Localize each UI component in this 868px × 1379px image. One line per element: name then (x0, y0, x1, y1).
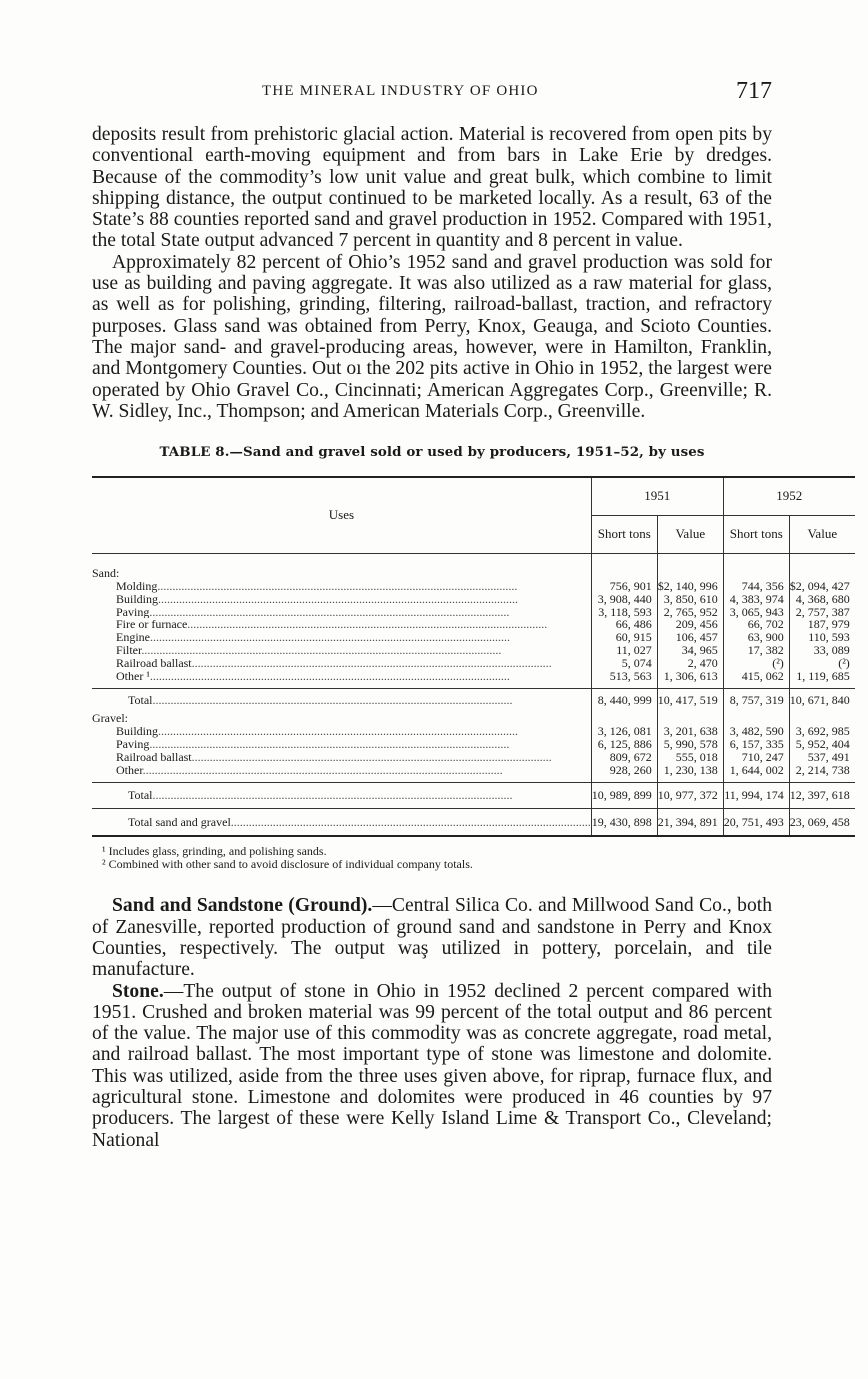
header-uses: Uses (92, 477, 591, 553)
row-label-cell (92, 764, 591, 777)
cell-t51: 6, 125, 886 (591, 738, 657, 751)
cell-v52: (²) (789, 657, 855, 670)
cell-t52: 66, 702 (723, 618, 789, 631)
cell-v52: 5, 952, 404 (789, 738, 855, 751)
table-row (92, 644, 855, 657)
row-label-cell (92, 751, 591, 764)
table-row (92, 738, 855, 751)
leader-dots: ........................................................................................................................ (158, 725, 519, 738)
cell-v51: 2, 765, 952 (657, 606, 723, 619)
footnotes (92, 845, 772, 871)
sand-gravel-table (92, 476, 855, 837)
cell-t51: 3, 908, 440 (591, 593, 657, 606)
cell-t52: 17, 382 (723, 644, 789, 657)
header-short-tons-1951: Short tons (591, 515, 657, 553)
leader-dots: ........................................................................................................................ (191, 656, 552, 670)
cell-t52: 415, 062 (723, 670, 789, 683)
row-label-cell (92, 782, 591, 808)
document-page (92, 78, 850, 1151)
row-label: Building (116, 592, 159, 606)
cell-v51: $2, 140, 996 (657, 580, 723, 593)
leader-dots: ........................................................................................................................ (150, 631, 510, 644)
heading-sand-sandstone: Sand and Sandstone (Ground). (112, 895, 373, 917)
row-label: Paving (116, 737, 150, 751)
row-label: Fire or furnace (116, 618, 188, 632)
cell-t51: 19, 430, 898 (591, 808, 657, 836)
cell-t51: 3, 118, 593 (591, 606, 657, 619)
row-label: Railroad ballast (116, 656, 192, 670)
row-label: Total (128, 693, 153, 708)
table-row (92, 618, 855, 631)
table-row (92, 606, 855, 619)
running-title: THE MINERAL INDUSTRY OF OHIO (262, 83, 539, 99)
page-header (92, 78, 772, 108)
spacer-cell (591, 553, 657, 567)
cell-v51: 209, 456 (657, 618, 723, 631)
cell-t52: 6, 157, 335 (723, 738, 789, 751)
text-sand-sandstone: —Central Silica Co. and Millwood Sand Co., both of Zanesville, reported production of ground sand and sandstone in Perry and Knox Counties, respectively. The output waş utilized in pottery, porcelain, and tile manufacture. (92, 895, 772, 981)
row-label-cell (92, 593, 591, 606)
cell-v51: 10, 417, 519 (657, 688, 723, 712)
row-label-cell (92, 738, 591, 751)
cell-v51: 3, 850, 610 (657, 593, 723, 606)
sand-total-row (92, 688, 855, 712)
row-label: Total sand and gravel (128, 814, 231, 829)
spacer-cell (92, 553, 591, 567)
cell-v52: 4, 368, 680 (789, 593, 855, 606)
cell-v52: 3, 692, 985 (789, 725, 855, 738)
cell-v51: 10, 977, 372 (657, 782, 723, 808)
cell-t52: 1, 644, 002 (723, 764, 789, 777)
cell-v52: 33, 089 (789, 644, 855, 657)
cell-v52: 12, 397, 618 (789, 782, 855, 808)
row-label-cell (92, 670, 591, 683)
cell-v51: 3, 201, 638 (657, 725, 723, 738)
cell-t51: 8, 440, 999 (591, 688, 657, 712)
cell-t52: 744, 356 (723, 580, 789, 593)
cell-t52: 3, 065, 943 (723, 606, 789, 619)
cell-v52: $2, 094, 427 (789, 580, 855, 593)
header-value-1951: Value (657, 515, 723, 553)
leader-dots: ........................................................................................................................ (149, 737, 510, 751)
leader-dots: ........................................................................................................................ (149, 605, 510, 619)
spacer-cell (723, 553, 789, 567)
cell-t52: 11, 994, 174 (723, 782, 789, 808)
cell-v52: 110, 593 (789, 631, 855, 644)
row-label-cell (92, 688, 591, 712)
leader-dots: ........................................................................................................................ (152, 787, 513, 802)
row-label: Molding (116, 579, 158, 593)
cell-t51: 756, 901 (591, 580, 657, 593)
row-label-cell (92, 631, 591, 644)
paragraph-1: deposits result from prehistoric glacial action. Material is recovered from open pits by conventional earth-moving equipment and from bars in Lake Erie by dredges. Because of the commodity’s low unit value and great bulk, which combine to limit shipping distance, the output continued to be marketed locally. As a result, 63 of the State’s 88 counties reported sand and gravel production in 1952. Compared with 1951, the total State output advanced 7 percent in quantity and 8 percent in value. (92, 124, 772, 252)
cell-v52: 187, 979 (789, 618, 855, 631)
cell-v52: 2, 757, 387 (789, 606, 855, 619)
paragraph-stone (92, 981, 772, 1151)
cell-t51: 11, 027 (591, 644, 657, 657)
cell-v51: 5, 990, 578 (657, 738, 723, 751)
row-label: Building (116, 725, 159, 738)
cell-v51: 106, 457 (657, 631, 723, 644)
cell-v52: 1, 119, 685 (789, 670, 855, 683)
cell-t52: 710, 247 (723, 751, 789, 764)
row-label: Total (128, 787, 153, 802)
paragraph-2: Approximately 82 percent of Ohio’s 1952 sand and gravel production was sold for use as building and paving aggregate. It was also utilized as a raw material for glass, as well as for polishing, grinding, filtering, railroad-ballast, traction, and refractory purposes. Glass sand was obtained from Perry, Knox, Geauga, and Scioto Counties. The major sand- and gravel-producing areas, however, were in Hamilton, Franklin, and Montgomery Counties. Out oı the 202 pits active in Ohio in 1952, the largest were operated by Ohio Gravel Co., Cincinnati; American Aggregates Corp., Greenville; R. W. Sidley, Inc., Thompson; and American Materials Corp., Greenville. (92, 251, 772, 422)
leader-dots: ........................................................................................................................ (157, 579, 518, 593)
cell-v52: 2, 214, 738 (789, 764, 855, 777)
leader-dots: ........................................................................................................................ (158, 592, 519, 606)
gravel-total-row (92, 782, 855, 808)
heading-stone: Stone. (112, 980, 164, 1002)
table-row (92, 580, 855, 593)
row-label-cell (92, 725, 591, 738)
cell-t51: 513, 563 (591, 670, 657, 683)
table-row (92, 725, 855, 738)
table-row (92, 657, 855, 670)
paragraph-sand-sandstone (92, 895, 772, 980)
spacer-row (92, 553, 855, 567)
cell-t52: 63, 900 (723, 631, 789, 644)
cell-t51: 809, 672 (591, 751, 657, 764)
spacer-cell (657, 553, 723, 567)
row-label: Other ¹ (116, 669, 150, 683)
leader-dots: ........................................................................................................................ (141, 643, 502, 657)
header-value-1952: Value (789, 515, 855, 553)
header-year-1952: 1952 (723, 477, 855, 515)
cell-t52: 20, 751, 493 (723, 808, 789, 836)
table-row (92, 751, 855, 764)
row-label: Engine (116, 631, 150, 644)
grand-total-row (92, 808, 855, 836)
row-label-cell (92, 657, 591, 670)
row-label: Filter (116, 643, 142, 657)
leader-dots: ........................................................................................................................ (230, 814, 591, 829)
group-label: Sand: (92, 567, 120, 580)
cell-v51: 34, 965 (657, 644, 723, 657)
cell-t52: 4, 383, 974 (723, 593, 789, 606)
text-stone: —The output of stone in Ohio in 1952 declined 2 percent compared with 1951. Crushed and broken material was 99 percent of the total output and 86 percent of the value. The major use of this commodity was as concrete aggregate, road metal, and railroad ballast. The most important type of stone was limestone and dolomite. This was utilized, aside from the three uses given above, for riprap, furnace flux, and agricultural stone. Limestone and dolomites were produced in 46 counties by 97 producers. The largest of these were Kelly Island Lime & Transport Co., Cleveland; National (92, 980, 772, 1151)
leader-dots: ........................................................................................................................ (152, 693, 513, 708)
cell-t51: 3, 126, 081 (591, 725, 657, 738)
leader-dots: ........................................................................................................................ (187, 618, 548, 632)
cell-v52: 23, 069, 458 (789, 808, 855, 836)
table-row (92, 764, 855, 777)
header-short-tons-1952: Short tons (723, 515, 789, 553)
footnote-1: ¹ Includes glass, grinding, and polishing sands. (102, 844, 327, 859)
row-label-cell (92, 580, 591, 593)
cell-t51: 66, 486 (591, 618, 657, 631)
cell-v52: 537, 491 (789, 751, 855, 764)
cell-v51: 2, 470 (657, 657, 723, 670)
row-label-cell (92, 808, 591, 836)
spacer-cell (789, 553, 855, 567)
cell-v52: 10, 671, 840 (789, 688, 855, 712)
row-label: Paving (116, 605, 150, 619)
cell-v51: 555, 018 (657, 751, 723, 764)
cell-t51: 10, 989, 899 (591, 782, 657, 808)
table-row (92, 593, 855, 606)
table-title: TABLE 8.—Sand and gravel sold or used by producers, 1951–52, by uses (159, 444, 705, 461)
cell-t52: (²) (723, 657, 789, 670)
group-label: Gravel: (92, 712, 128, 726)
leader-dots: ........................................................................................................................ (142, 763, 503, 777)
table-row (92, 631, 855, 644)
cell-t52: 8, 757, 319 (723, 688, 789, 712)
table-row (92, 670, 855, 683)
cell-t52: 3, 482, 590 (723, 725, 789, 738)
row-label: Other (116, 763, 143, 777)
footnote-2: ² Combined with other sand to avoid disclosure of individual company totals. (102, 857, 473, 872)
cell-v51: 1, 230, 138 (657, 764, 723, 777)
cell-t51: 60, 915 (591, 631, 657, 644)
group-sand (92, 567, 855, 580)
row-label-cell (92, 644, 591, 657)
header-year-1951: 1951 (591, 477, 723, 515)
cell-t51: 928, 260 (591, 764, 657, 777)
leader-dots: ........................................................................................................................ (191, 750, 552, 764)
row-label: Railroad ballast (116, 750, 192, 764)
cell-v51: 21, 394, 891 (657, 808, 723, 836)
row-label-cell (92, 606, 591, 619)
cell-v51: 1, 306, 613 (657, 670, 723, 683)
leader-dots: ........................................................................................................................ (149, 669, 510, 683)
row-label-cell (92, 618, 591, 631)
page-number: 717 (736, 78, 772, 104)
cell-t51: 5, 074 (591, 657, 657, 670)
